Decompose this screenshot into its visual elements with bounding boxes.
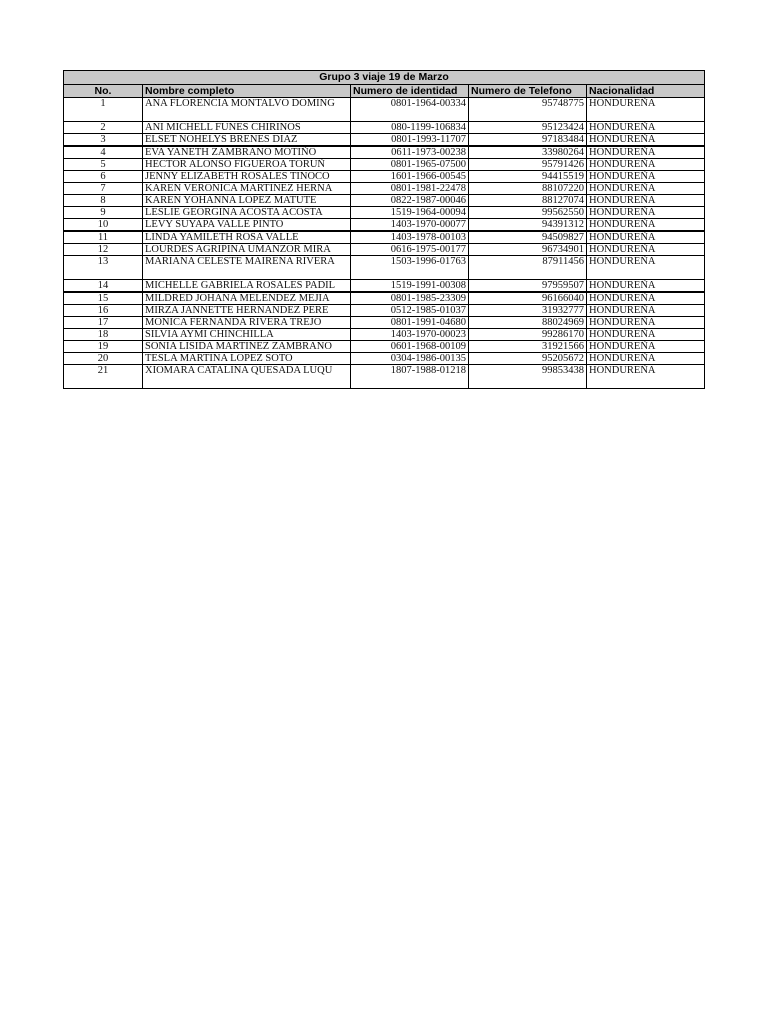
cell-nationality: HONDUREÑA — [587, 365, 705, 389]
cell-nationality: HONDUREÑA — [587, 171, 705, 183]
cell-phone: 99286170 — [469, 329, 587, 341]
cell-name: SILVIA AYMI CHINCHILLA — [143, 329, 351, 341]
cell-phone: 87911456 — [469, 256, 587, 280]
cell-no: 7 — [64, 183, 143, 195]
table-row — [64, 146, 705, 159]
cell-no: 5 — [64, 159, 143, 171]
table-row — [64, 134, 705, 147]
cell-phone: 97959507 — [469, 280, 587, 293]
cell-id: 0801-1991-04680 — [351, 317, 469, 329]
cell-phone: 96166040 — [469, 292, 587, 305]
cell-name: SONIA LISIDA MARTINEZ ZAMBRANO — [143, 341, 351, 353]
table-row — [64, 171, 705, 183]
cell-nationality: HONDUREÑA — [587, 146, 705, 159]
cell-no: 21 — [64, 365, 143, 389]
cell-no: 4 — [64, 146, 143, 159]
cell-nationality: HONDUREÑA — [587, 183, 705, 195]
cell-nationality: HONDUREÑA — [587, 244, 705, 256]
table-row — [64, 231, 705, 244]
cell-id: 0801-1965-07500 — [351, 159, 469, 171]
cell-name: ELSET NOHELYS BRENES DIAZ — [143, 134, 351, 147]
table-row — [64, 122, 705, 134]
table-row — [64, 195, 705, 207]
table-row — [64, 353, 705, 365]
cell-no: 15 — [64, 292, 143, 305]
cell-no: 19 — [64, 341, 143, 353]
cell-id: 0611-1973-00238 — [351, 146, 469, 159]
cell-no: 16 — [64, 305, 143, 317]
cell-phone: 94509827 — [469, 231, 587, 244]
cell-id: 0801-1964-00334 — [351, 98, 469, 122]
table-row — [64, 98, 705, 122]
cell-phone: 88127074 — [469, 195, 587, 207]
cell-id: 0512-1985-01037 — [351, 305, 469, 317]
cell-name: MILDRED JOHANA MELENDEZ MEJIA — [143, 292, 351, 305]
cell-nationality: HONDUREÑA — [587, 134, 705, 147]
cell-id: 1519-1964-00094 — [351, 207, 469, 219]
cell-phone: 94391312 — [469, 219, 587, 232]
cell-phone: 31932777 — [469, 305, 587, 317]
cell-phone: 95748775 — [469, 98, 587, 122]
table-row — [64, 159, 705, 171]
cell-phone: 88024969 — [469, 317, 587, 329]
cell-name: MARIANA CELESTE MAIRENA RIVERA — [143, 256, 351, 280]
cell-id: 080-1199-106834 — [351, 122, 469, 134]
cell-id: 0801-1985-23309 — [351, 292, 469, 305]
cell-name: LESLIE GEORGINA ACOSTA ACOSTA — [143, 207, 351, 219]
cell-nationality: HONDUREÑA — [587, 280, 705, 293]
cell-no: 2 — [64, 122, 143, 134]
cell-nationality: HONDUREÑA — [587, 292, 705, 305]
cell-name: MONICA FERNANDA RIVERA TREJO — [143, 317, 351, 329]
cell-id: 1519-1991-00308 — [351, 280, 469, 293]
cell-phone: 33980264 — [469, 146, 587, 159]
cell-name: LOURDES AGRIPINA UMANZOR MIRA — [143, 244, 351, 256]
cell-id: 1403-1970-00023 — [351, 329, 469, 341]
cell-nationality: HONDUREÑA — [587, 159, 705, 171]
table-row — [64, 317, 705, 329]
cell-id: 0822-1987-00046 — [351, 195, 469, 207]
column-header-no: No. — [64, 85, 143, 98]
cell-name: HECTOR ALONSO FIGUEROA TORUÑ — [143, 159, 351, 171]
cell-phone: 94415519 — [469, 171, 587, 183]
cell-phone: 88107220 — [469, 183, 587, 195]
cell-name: XIOMARA CATALINA QUESADA LUQU — [143, 365, 351, 389]
cell-id: 1503-1996-01763 — [351, 256, 469, 280]
cell-name: TESLA MARTINA LOPEZ SOTO — [143, 353, 351, 365]
cell-phone: 31921566 — [469, 341, 587, 353]
cell-id: 0616-1975-00177 — [351, 244, 469, 256]
cell-no: 8 — [64, 195, 143, 207]
cell-id: 0801-1993-11707 — [351, 134, 469, 147]
cell-nationality: HONDUREÑA — [587, 317, 705, 329]
cell-nationality: HONDUREÑA — [587, 98, 705, 122]
cell-id: 0304-1986-00135 — [351, 353, 469, 365]
table-title: Grupo 3 viaje 19 de Marzo — [64, 71, 705, 85]
cell-nationality: HONDUREÑA — [587, 231, 705, 244]
cell-id: 1403-1978-00103 — [351, 231, 469, 244]
table-row — [64, 244, 705, 256]
column-header-id: Numero de identidad — [351, 85, 469, 98]
table-row — [64, 280, 705, 293]
column-header-phone: Numero de Telefono — [469, 85, 587, 98]
cell-name: KAREN YOHANNA LOPEZ MATUTE — [143, 195, 351, 207]
cell-no: 12 — [64, 244, 143, 256]
cell-name: EVA YANETH ZAMBRANO MOTIÑO — [143, 146, 351, 159]
cell-no: 17 — [64, 317, 143, 329]
cell-name: JENNY ELIZABETH ROSALES TINOCO — [143, 171, 351, 183]
cell-nationality: HONDUREÑA — [587, 329, 705, 341]
table-row — [64, 256, 705, 280]
cell-name: ANI MICHELL FUNES CHIRINOS — [143, 122, 351, 134]
cell-nationality: HONDUREÑA — [587, 195, 705, 207]
table-row — [64, 292, 705, 305]
cell-phone: 95791426 — [469, 159, 587, 171]
column-header-nationality: Nacionalidad — [587, 85, 705, 98]
cell-phone: 95123424 — [469, 122, 587, 134]
cell-name: KAREN VERONICA MARTINEZ HERNA — [143, 183, 351, 195]
cell-no: 9 — [64, 207, 143, 219]
cell-name: LINDA YAMILETH ROSA VALLE — [143, 231, 351, 244]
table-row — [64, 219, 705, 232]
cell-no: 11 — [64, 231, 143, 244]
cell-phone: 96734901 — [469, 244, 587, 256]
cell-nationality: HONDUREÑA — [587, 207, 705, 219]
cell-id: 1403-1970-00077 — [351, 219, 469, 232]
table-row — [64, 365, 705, 389]
cell-id: 1807-1988-01218 — [351, 365, 469, 389]
cell-id: 0801-1981-22478 — [351, 183, 469, 195]
column-header-name: Nombre completo — [143, 85, 351, 98]
cell-name: MIRZA JANNETTE HERNANDEZ PERE — [143, 305, 351, 317]
table-row — [64, 329, 705, 341]
cell-phone: 99853438 — [469, 365, 587, 389]
cell-phone: 95205672 — [469, 353, 587, 365]
cell-no: 20 — [64, 353, 143, 365]
cell-no: 1 — [64, 98, 143, 122]
cell-name: ANA FLORENCIA MONTALVO DOMING — [143, 98, 351, 122]
cell-no: 18 — [64, 329, 143, 341]
cell-nationality: HONDUREÑA — [587, 341, 705, 353]
cell-phone: 99562550 — [469, 207, 587, 219]
cell-phone: 97183484 — [469, 134, 587, 147]
cell-nationality: HONDUREÑA — [587, 256, 705, 280]
cell-no: 3 — [64, 134, 143, 147]
cell-no: 10 — [64, 219, 143, 232]
cell-name: LEVY SUYAPA VALLE PINTO — [143, 219, 351, 232]
cell-id: 0601-1968-00109 — [351, 341, 469, 353]
passenger-table — [63, 70, 705, 389]
cell-no: 6 — [64, 171, 143, 183]
table-row — [64, 305, 705, 317]
cell-nationality: HONDUREÑA — [587, 305, 705, 317]
cell-id: 1601-1966-00545 — [351, 171, 469, 183]
cell-no: 13 — [64, 256, 143, 280]
cell-nationality: HONDUREÑA — [587, 353, 705, 365]
cell-no: 14 — [64, 280, 143, 293]
cell-nationality: HONDUREÑA — [587, 219, 705, 232]
table-row — [64, 183, 705, 195]
header-row — [64, 85, 705, 98]
title-row — [64, 71, 705, 85]
cell-nationality: HONDUREÑA — [587, 122, 705, 134]
cell-name: MICHELLE GABRIELA ROSALES PADIL — [143, 280, 351, 293]
table-row — [64, 341, 705, 353]
table-row — [64, 207, 705, 219]
